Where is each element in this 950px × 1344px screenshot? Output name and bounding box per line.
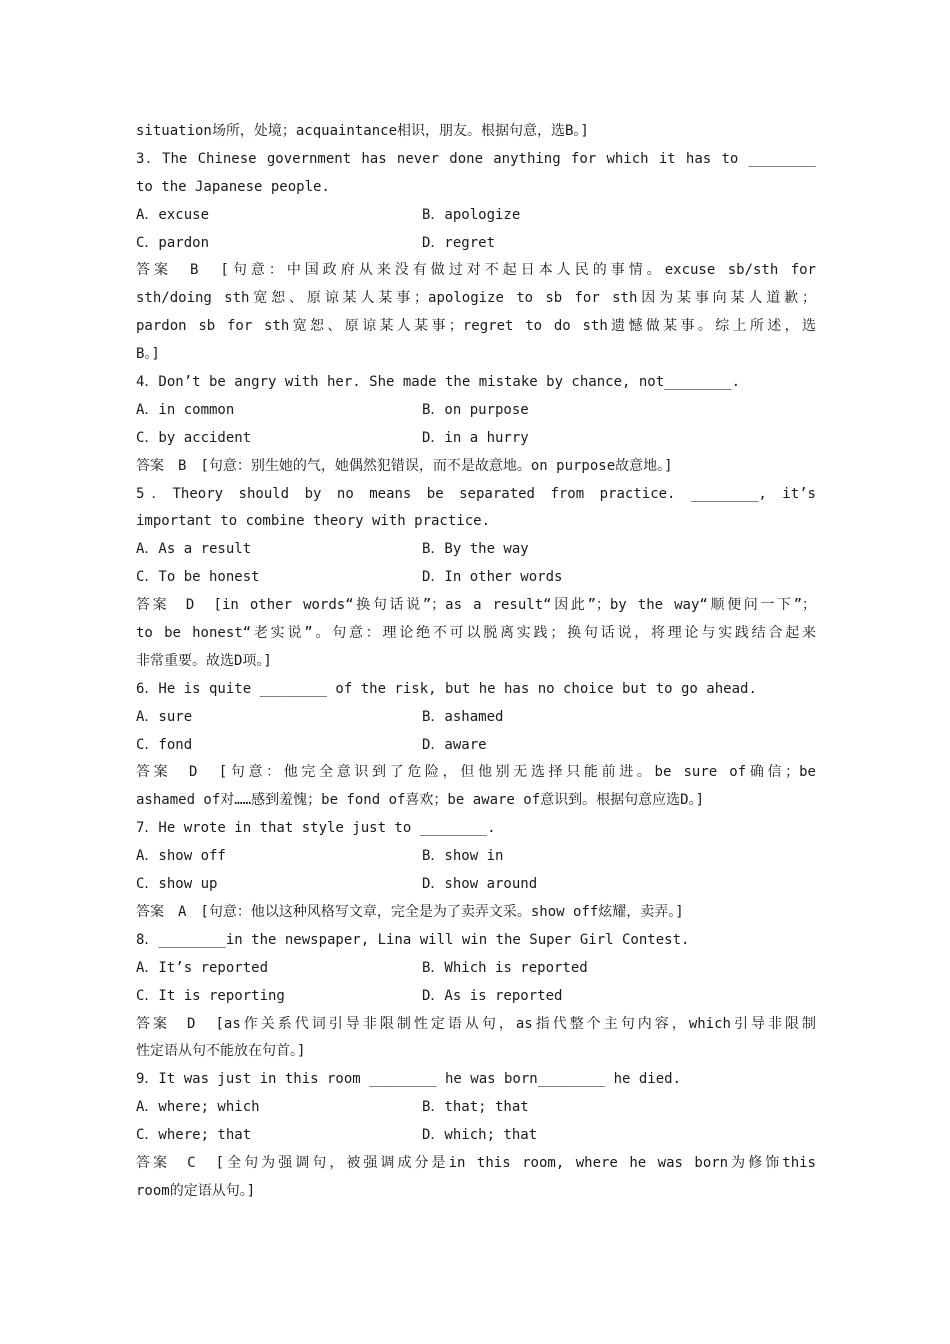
option-c: C．where; that	[136, 1127, 252, 1144]
question-9-options	[136, 1122, 816, 1150]
option-d: D．which; that	[422, 1127, 538, 1144]
question-3-answer: pardon sb for sth宽恕、原谅某人某事；regret to do sth遗憾做某事。综上所述，选	[136, 318, 816, 335]
option-c: C．To be honest	[136, 569, 260, 586]
question-list	[136, 118, 816, 1206]
question-6-options	[136, 732, 816, 760]
question-8-options	[136, 955, 816, 983]
question-7-answer: 答案 A [句意：他以这种风格写文章，完全是为了卖弄文采。show off炫耀，卖弄。]	[136, 903, 684, 920]
option-b: B．that; that	[422, 1099, 529, 1116]
option-b: B．show in	[422, 848, 504, 865]
option-d: D．aware	[422, 736, 487, 753]
question-4-answer: 答案 B [句意：别生她的气，她偶然犯错误，而不是故意地。on purpose故意地。]	[136, 457, 673, 474]
question-5-stem: important to combine theory with practice.	[136, 513, 491, 530]
question-5-answer: to be honest“老实说”。句意：理论绝不可以脱离实践；换句话说，将理论与实践结合起来	[136, 625, 816, 642]
question-9-answer: 答案 C [全句为强调句，被强调成分是in this room, where he was born为修饰this	[136, 1154, 816, 1171]
question-9-stem: 9．It was just in this room ________ he was born________ he died.	[136, 1071, 682, 1088]
question-4-options	[136, 397, 816, 425]
option-a: A．where; which	[136, 1099, 260, 1116]
option-b: B．ashamed	[422, 708, 504, 725]
question-5-answer: 答案 D [in other words“换句话说”；as a result“因此”；by the way“顺便问一下”；	[136, 597, 816, 614]
question-9-answer: room的定语从句。]	[136, 1182, 256, 1199]
question-6-answer: 答案 D [句意：他完全意识到了危险，但他别无选择只能前进。be sure of确信；be	[136, 764, 816, 781]
option-a: A．show off	[136, 848, 226, 865]
question-5-options	[136, 536, 816, 564]
option-b: B．Which is reported	[422, 959, 588, 976]
question-8-answer: 答案 D [as作关系代词引导非限制性定语从句，as指代整个主句内容，which引导非限制	[136, 1015, 816, 1032]
question-5-options	[136, 564, 816, 592]
option-a: A．It’s reported	[136, 959, 269, 976]
option-d: D．in a hurry	[422, 429, 529, 446]
question-7-options	[136, 871, 816, 899]
question-8-answer: 性定语从句不能放在句首。]	[136, 1043, 306, 1060]
question-9-options	[136, 1094, 816, 1122]
option-c: C．fond	[136, 736, 193, 753]
question-3-stem: 3．The Chinese government has never done anything for which it has to ________	[136, 150, 816, 167]
question-3-options	[136, 202, 816, 230]
question-6-stem: 6．He is quite ________ of the risk, but he has no choice but to go ahead.	[136, 680, 757, 697]
question-4-options	[136, 425, 816, 453]
question-3-options	[136, 230, 816, 258]
question-7-stem: 7．He wrote in that style just to ________.	[136, 820, 496, 837]
answer-continuation: situation场所，处境；acquaintance相识，朋友。根据句意，选B。]	[136, 123, 589, 139]
question-8-options	[136, 983, 816, 1011]
option-d: D．regret	[422, 234, 496, 251]
option-d: D．show around	[422, 876, 538, 893]
option-c: C．pardon	[136, 234, 210, 251]
question-3-answer: B。]	[136, 346, 160, 363]
question-5-answer: 非常重要。故选D项。]	[136, 652, 272, 669]
question-3-answer: 答案 B [句意：中国政府从来没有做过对不起日本人民的事情。excuse sb/sth for	[136, 262, 816, 279]
question-8-stem: 8．________in the newspaper, Lina will win the Super Girl Contest.	[136, 931, 690, 948]
question-3-answer: sth/doing sth宽恕、原谅某人某事；apologize to sb for sth因为某事向某人道歉；	[136, 290, 816, 307]
option-b: B．on purpose	[422, 401, 529, 418]
option-c: C．show up	[136, 876, 218, 893]
option-d: D．In other words	[422, 569, 563, 586]
option-c: C．It is reporting	[136, 987, 285, 1004]
option-a: A．As a result	[136, 541, 252, 558]
option-b: B．By the way	[422, 541, 529, 558]
option-a: A．sure	[136, 708, 193, 725]
option-b: B．apologize	[422, 206, 521, 223]
question-3-stem: to the Japanese people.	[136, 178, 330, 195]
question-6-options	[136, 704, 816, 732]
option-d: D．As is reported	[422, 987, 563, 1004]
option-c: C．by accident	[136, 429, 252, 446]
question-7-options	[136, 843, 816, 871]
question-5-stem: 5．Theory should by no means be separated from practice. ________, it’s	[136, 485, 816, 502]
option-a: A．excuse	[136, 206, 210, 223]
question-4-stem: 4．Don’t be angry with her. She made the mistake by chance, not________.	[136, 374, 741, 391]
option-a: A．in common	[136, 401, 235, 418]
question-6-answer: ashamed of对……感到羞愧；be fond of喜欢；be aware of意识到。根据句意应选D。]	[136, 792, 705, 809]
